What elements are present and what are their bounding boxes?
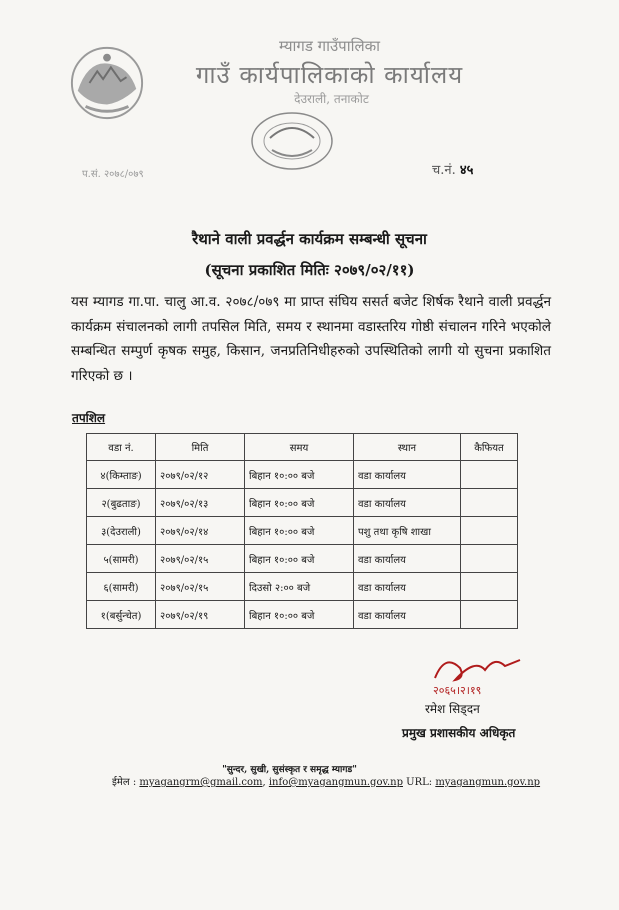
date-cell: २०७९/०२/१५ — [156, 545, 245, 573]
url-label: URL: — [406, 777, 433, 788]
header-place: स्थान — [354, 434, 461, 461]
place-cell: वडा कार्यालय — [354, 545, 461, 573]
ward-cell: ३(देउराली) — [87, 517, 156, 545]
municipality-name: म्यागड गाउँपालिका — [278, 37, 381, 55]
remarks-cell — [461, 601, 518, 629]
date-cell: २०७९/०२/१५ — [156, 573, 245, 601]
time-cell: बिहान १०:०० बजे — [245, 545, 354, 573]
place-cell: वडा कार्यालय — [354, 601, 461, 629]
contact-line: ईमेल : myagangrm@gmail.com, info@myagangmun.gov.np URL: myagangmun.gov.np — [112, 777, 541, 788]
date-cell: २०७९/०२/१९ — [156, 601, 245, 629]
remarks-cell — [461, 517, 518, 545]
time-cell: बिहान १०:०० बजे — [245, 489, 354, 517]
place-cell: वडा कार्यालय — [354, 573, 461, 601]
signature-date: २०६५।२।१९ — [433, 684, 482, 697]
website-link[interactable]: myagangmun.gov.np — [435, 777, 541, 788]
remarks-cell — [461, 489, 518, 517]
table-header-row — [87, 434, 518, 461]
time-cell: बिहान १०:०० बजे — [245, 517, 354, 545]
email-label: ईमेल : — [112, 777, 137, 788]
office-address: देउराली, तनाकोट — [294, 92, 369, 106]
place-cell: वडा कार्यालय — [354, 489, 461, 517]
section-label: तपशिल — [72, 411, 106, 425]
table-row — [87, 601, 518, 629]
table-row — [87, 461, 518, 489]
header-time: समय — [245, 434, 354, 461]
notice-body: यस म्यागड गा.पा. चालु आ.व. २०७८/०७९ मा प्राप्त संघिय ससर्त बजेट शिर्षक रैथाने वाली प्रवर्द्धन कार्यक्रम संचालनको लागी तपसिल मिति, समय र स्थानमा वडास्तरिय गोष्ठी संचालन गरिने भएकोले सम्बन्धित सम्पुर्ण कृषक समुह, किसान, जनप्रतिनिधीहरुको उपस्थितिको लागी यो सुचना प्रकाशित गरिएको छ । — [71, 294, 551, 384]
notice-subtitle: (सूचना प्रकाशित मितिः २०७९/०२/११) — [204, 261, 415, 279]
remarks-cell — [461, 461, 518, 489]
remarks-cell — [461, 573, 518, 601]
date-cell: २०७९/०२/१३ — [156, 489, 245, 517]
office-name: गाउँ कार्यपालिकाको कार्यालय — [195, 61, 464, 89]
ward-cell: ५(सामरी) — [87, 545, 156, 573]
header-remarks: कैफियत — [461, 434, 518, 461]
ward-cell: २(बुढताङ) — [87, 489, 156, 517]
time-cell: बिहान १०:०० बजे — [245, 601, 354, 629]
table-row — [87, 489, 518, 517]
header-ward: वडा नं. — [87, 434, 156, 461]
table-row — [87, 573, 518, 601]
signature-icon — [425, 648, 545, 698]
notice-title: रैथाने वाली प्रवर्द्धन कार्यक्रम सम्बन्धी सूचना — [192, 230, 427, 248]
motto: "सुन्दर, सुखी, सुसंस्कृत र समृद्ध म्यागड" — [222, 765, 357, 775]
signatory-name: रमेश सिड्दन — [425, 702, 480, 716]
email-link-1[interactable]: myagangrm@gmail.com — [139, 777, 263, 788]
dispatch-label: च.नं. — [432, 163, 456, 178]
place-cell: पशु तथा कृषि शाखा — [354, 517, 461, 545]
ward-cell: ६(सामरी) — [87, 573, 156, 601]
place-cell: वडा कार्यालय — [354, 461, 461, 489]
table-row — [87, 517, 518, 545]
date-cell: २०७९/०२/१२ — [156, 461, 245, 489]
ward-cell: १(बर्सुन्चेत) — [87, 601, 156, 629]
date-cell: २०७९/०२/१४ — [156, 517, 245, 545]
office-stamp-icon — [246, 108, 338, 174]
signatory-designation: प्रमुख प्रशासकीय अधिकृत — [402, 726, 516, 740]
schedule-table — [86, 433, 518, 629]
reference-number: प.सं. २०७८/०७९ — [82, 169, 144, 180]
remarks-cell — [461, 545, 518, 573]
dispatch-value: ४५ — [459, 163, 474, 178]
email-link-2[interactable]: info@myagangmun.gov.np — [268, 777, 403, 788]
ward-cell: ४(किम्ताङ) — [87, 461, 156, 489]
time-cell: दिउसो २:०० बजे — [245, 573, 354, 601]
time-cell: बिहान १०:०० बजे — [245, 461, 354, 489]
header-date: मिति — [156, 434, 245, 461]
table-row — [87, 545, 518, 573]
dispatch-number — [432, 160, 473, 178]
